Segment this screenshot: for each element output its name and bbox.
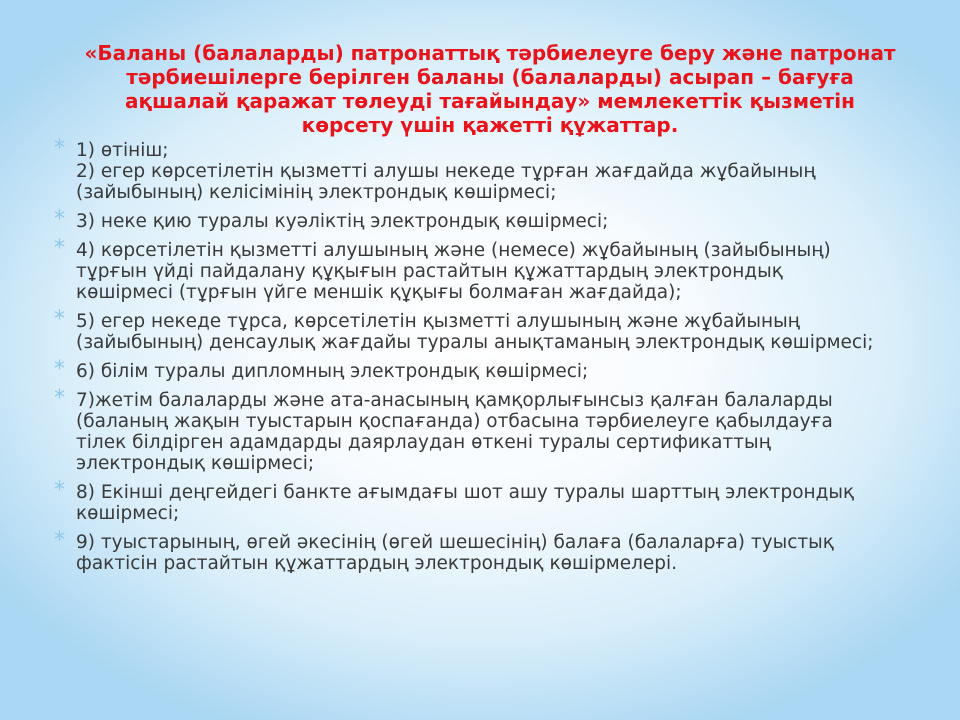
list-item [50, 136, 930, 203]
list-item [50, 357, 930, 382]
item-text-line: 7)жетім балаларды және ата-анасының қамқорлығынсыз қалған балаларды [76, 390, 833, 411]
list-item [50, 236, 930, 303]
list-item [50, 528, 930, 574]
item-text-line: 6) білім туралы дипломның электрондық көшірмесі; [76, 361, 589, 382]
bullet-icon: * [54, 236, 65, 261]
item-text-line: 8) Екінші деңгейдегі банкте ағымдағы шот ашу туралы шарттың электрондық [76, 482, 855, 503]
title-line: «Баланы (балаларды) патронаттық тәрбиелеуге беру және патронат [84, 41, 896, 65]
bullet-icon: * [54, 478, 65, 503]
slide-title [60, 41, 920, 137]
list-item [50, 386, 930, 474]
list-item [50, 478, 930, 524]
item-text-line: (зайыбының) денсаулық жағдайы туралы анықтаманың электрондық көшірмесі; [76, 332, 874, 353]
title-line: тәрбиешілерге берілген баланы (балаларды) асырап – бағуға [126, 65, 854, 89]
list-item [50, 207, 930, 232]
bullet-icon: * [54, 386, 65, 411]
item-text-line: фактісін растайтын құжаттардың электрондық көшірмелері. [76, 553, 678, 574]
item-text-line: 3) неке қию туралы куәліктің электрондық көшірмесі; [76, 211, 609, 232]
bullet-icon: * [54, 307, 65, 332]
item-text-line: (зайыбының) келісімінің электрондық көшірмесі; [76, 182, 557, 203]
item-text-line: көшірмесі; [76, 503, 180, 524]
title-line: көрсету үшін қажетті құжаттар. [301, 113, 679, 137]
bullet-icon: * [54, 207, 65, 232]
item-text-line: 1) өтініш; [76, 140, 169, 161]
item-text-line: тұрғын үйді пайдалану құқығын растайтын құжаттардың электрондық [76, 261, 783, 282]
item-text-line: 9) туыстарының, өгей әкесінің (өгей шешесінің) балаға (балаларға) туыстық [76, 532, 834, 553]
item-text-line: көшірмесі (тұрғын үйге меншік құқығы болмаған жағдайда); [76, 282, 682, 303]
item-text-line: тілек білдірген адамдарды даярлаудан өткені туралы сертификаттың [76, 432, 771, 453]
item-text-line: (баланың жақын туыстарын қоспағанда) отбасына тәрбиелеуге қабылдауға [76, 411, 833, 432]
bullet-icon: * [54, 136, 65, 161]
item-text-line: 2) егер көрсетілетін қызметті алушы некеде тұрған жағдайда жұбайының [76, 161, 816, 182]
item-text-line: электрондық көшірмесі; [76, 453, 315, 474]
item-text-line: 5) егер некеде тұрса, көрсетілетін қызметті алушының және жұбайының [76, 311, 800, 332]
bullet-icon: * [54, 528, 65, 553]
list-item [50, 307, 930, 353]
document-list [50, 136, 930, 582]
item-text-line: 4) көрсетілетін қызметті алушының және (немесе) жұбайының (зайыбының) [76, 240, 831, 261]
title-line: ақшалай қаражат төлеуді тағайындау» мемлекеттік қызметін [125, 89, 855, 113]
bullet-icon: * [54, 357, 65, 382]
